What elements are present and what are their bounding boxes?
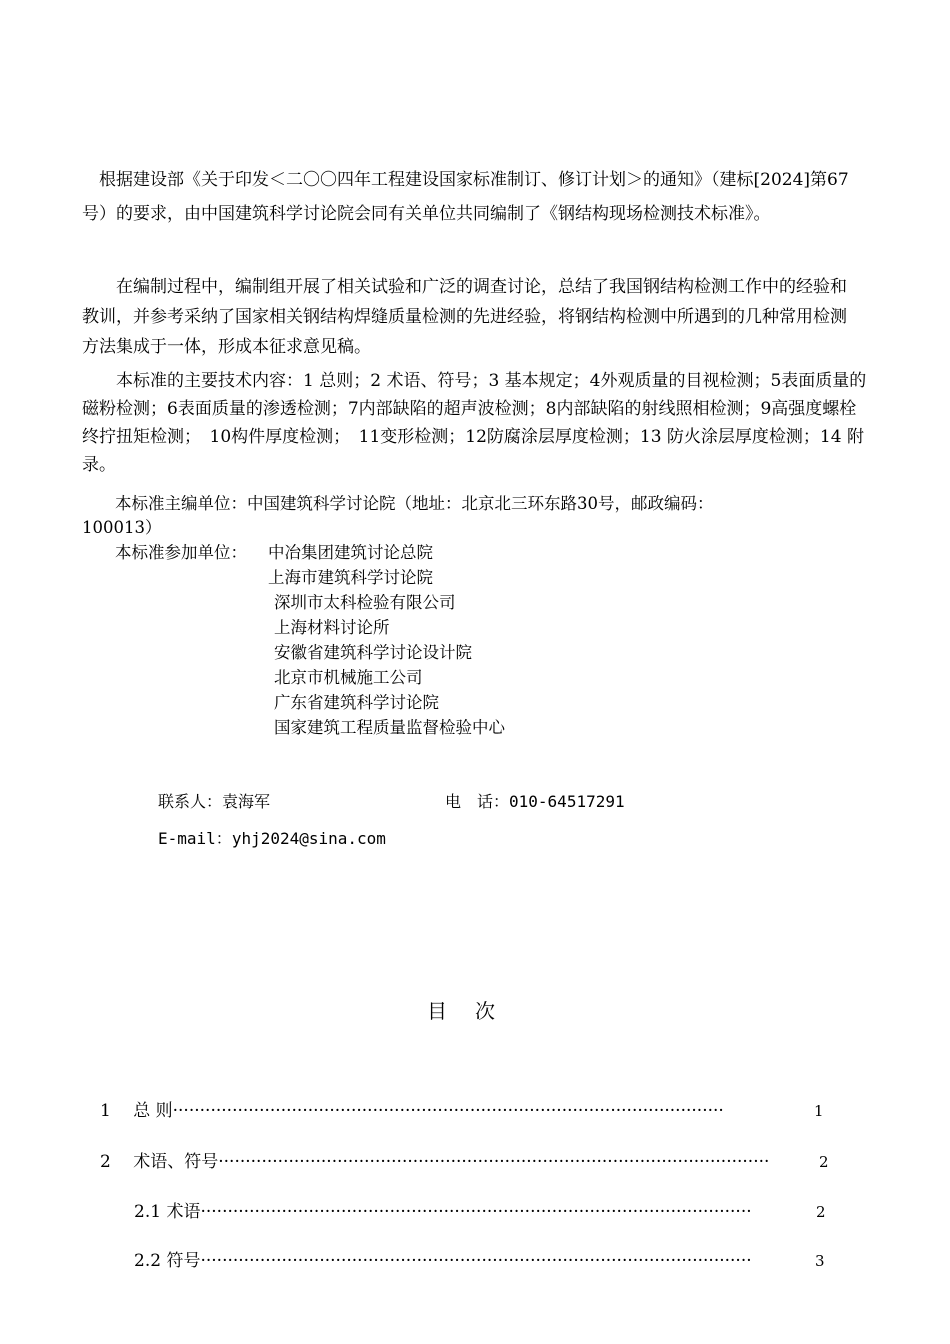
toc-entry-page: 2 [816,1203,826,1221]
toc-entry-label: 2.2 符号 [134,1251,201,1271]
participating-unit: 中冶集团建筑讨论总院 [268,543,433,562]
toc-entry-label: 2.1 术语 [134,1202,201,1222]
participating-unit: 安徽省建筑科学讨论设计院 [274,643,472,662]
toc-leader-dots: ······································································································ [200,1202,752,1222]
participating-unit: 国家建筑工程质量监督检验中心 [274,718,505,737]
contact-email [158,828,386,850]
participating-unit: 深圳市太科检验有限公司 [274,593,456,612]
toc-leader-dots: ······································································································ [200,1251,752,1271]
contact-phone [445,791,625,813]
toc-entry[interactable] [134,1247,798,1275]
participating-unit: 上海材料讨论所 [274,618,390,637]
toc-entry-page: 1 [814,1102,824,1120]
contact-person [158,791,270,813]
toc-entry-page: 3 [815,1252,825,1270]
toc-entry-page: 2 [819,1153,829,1171]
email-address: yhj2024@sina.com [231,829,386,848]
participating-unit: 上海市建筑科学讨论院 [268,568,433,587]
intro-paragraph-1: 根据建设部《关于印发＜二〇〇四年工程建设国家标准制订、修订计划＞的通知》（建标[2024]第67号）的要求，由中国建筑科学讨论院会同有关单位共同编制了《钢结构现场检测技术标准》。 [82,170,849,224]
toc-entry[interactable] [100,1148,800,1176]
toc-entry-label: 1 总 则 [100,1101,173,1121]
phone-label: 电 话： [445,792,510,811]
toc-leader-dots: ······································································································ [218,1152,770,1172]
email-label: E-mail： [158,829,232,848]
chief-editor-unit: 本标准主编单位：中国建筑科学讨论院（地址：北京北三环东路30号，邮政编码： [115,494,714,513]
contact-person-name: 袁海军 [222,792,271,811]
technical-content-paragraph: 本标准的主要技术内容：1 总则；2 术语、符号；3 基本规定；4外观质量的目视检测；5表面质量的磁粉检测；6表面质量的渗透检测；7内部缺陷的超声波检测；8内部缺陷的射线照相检测；9高强度螺栓终拧扭矩检测； 10构件厚度检测； 11变形检测；12防腐涂层厚度检测；13 防火涂层厚度检测；14 附录。 [82,371,867,475]
toc-title: 目次 [427,999,523,1023]
toc-leader-dots: ······································································································ [172,1101,724,1121]
intro-paragraph-2: 在编制过程中，编制组开展了相关试验和广泛的调查讨论，总结了我国钢结构检测工作中的经验和教训，并参考采纳了国家相关钢结构焊缝质量检测的先进经验，将钢结构检测中所遇到的几种常用检测方法集成于一体，形成本征求意见稿。 [82,277,847,357]
phone-number: 010-64517291 [509,792,625,811]
contact-person-label: 联系人： [158,792,223,811]
toc-entry-label: 2 术语、符号 [100,1152,219,1172]
participating-units-label: 本标准参加单位： [115,543,247,562]
chief-editor-postcode: 100013） [82,518,162,537]
toc-entry[interactable] [134,1198,798,1226]
participating-unit: 北京市机械施工公司 [274,668,423,687]
participating-unit: 广东省建筑科学讨论院 [274,693,439,712]
toc-entry[interactable] [100,1097,795,1125]
